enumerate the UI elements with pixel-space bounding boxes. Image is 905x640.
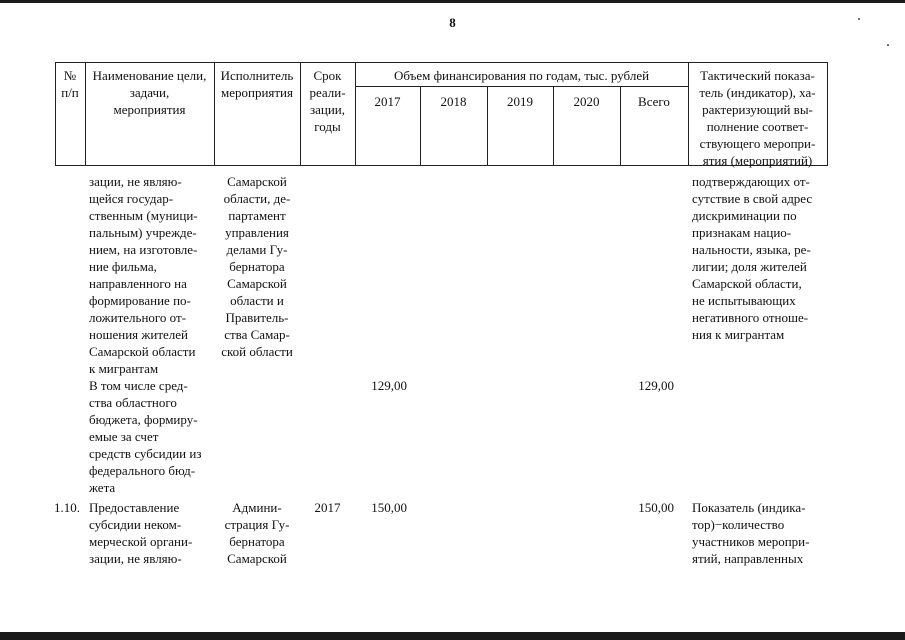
- header-num: № п/п: [61, 68, 79, 100]
- continuation-executor: Самарской области, де- партамент управления делами Гу- бернатора Самарской области и Правитель- ства Самар- ской области: [221, 174, 293, 359]
- scan-speck: [858, 18, 860, 20]
- header-financing: Объем финансирования по годам, тыс. рублей: [393, 68, 650, 83]
- bottom-border: [0, 632, 905, 640]
- scan-speck: [887, 44, 889, 46]
- subrow-total: 129,00: [638, 378, 674, 393]
- table-top-rule: [55, 62, 827, 63]
- row-term: 2017: [314, 500, 341, 515]
- row-number: 1.10.: [54, 500, 80, 515]
- header-total: Всего: [638, 94, 670, 109]
- header-year-2017: 2017: [374, 94, 401, 109]
- header-term: Срок реали- зации, годы: [309, 68, 346, 134]
- row-name: Предоставление субсидии неком- мерческой органи- зации, не являю-: [89, 500, 193, 566]
- top-border: [0, 0, 905, 3]
- table-right-border: [827, 62, 828, 166]
- row-2017: 150,00: [371, 500, 407, 515]
- header-executor: Исполнитель мероприятия: [220, 68, 294, 100]
- header-year-2019: 2019: [507, 94, 533, 109]
- header-year-2020: 2020: [573, 94, 600, 109]
- subrow-name: В том числе сред- ства областного бюджета, формиру- емые за счет средств субсидии из федерального бюд- жета: [89, 378, 202, 495]
- header-name: Наименование цели, задачи, мероприятия: [92, 68, 207, 117]
- continuation-name: зации, не являю- щейся государ- ственным (муници- пальным) учрежде- нием, на изготовле- ние фильма, направленного на формирование по- ложительного от- ношения жителей Самарской области к мигрантам: [89, 174, 198, 376]
- header-year-2018: 2018: [440, 94, 467, 109]
- subrow-2017: 129,00: [371, 378, 407, 393]
- financing-subheader-rule: [355, 86, 688, 87]
- continuation-indicator: подтверждающих от- сутствие в свой адрес дискриминации по признакам нацио- нальности, языка, ре- лигии; доля жителей Самарской области, не испытывающих негативного отноше- ния к мигрантам: [692, 174, 813, 342]
- row-executor: Админи- страция Гу- бернатора Самарской: [224, 500, 290, 566]
- row-total: 150,00: [638, 500, 674, 515]
- row-indicator: Показатель (индика- тор)−количество участников меропри- ятий, направленных: [692, 500, 810, 566]
- header-indicator: Тактический показа- тель (индикатор), ха- рактеризующий вы- полнение соответ- ствующего меропри- ятия (мероприятий): [699, 68, 816, 168]
- page-number: 8: [449, 15, 456, 30]
